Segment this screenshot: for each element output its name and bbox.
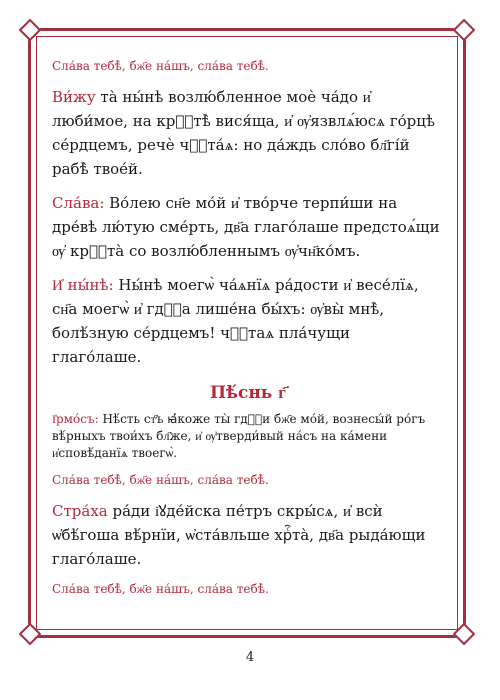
troparion-1-initial: Ви́жу bbox=[52, 88, 96, 106]
troparion-1 bbox=[52, 85, 444, 181]
irmos-text: Нѣ́сть ст҃ъ ꙗ҆́коже ты̀ гдⷭ҇и бж҃е мо́й, вознесы́й ро́гъ вѣ́рныхъ твои́хъ бл҃же, и҆ ѹ҆тверди́вый на́съ на ка́мени и҆сповѣ́данїѧ твоегѡ̀. bbox=[52, 412, 426, 460]
troparion-now-rubric: И҆ ны́нѣ: bbox=[52, 276, 114, 294]
glory-refrain-2: Сла́ва тебѣ̀, бж҃е на́шъ, сла́ва тебѣ̀. bbox=[52, 473, 269, 487]
troparion-ode-3 bbox=[52, 499, 444, 571]
ode-heading: Пѣ́снь г҃ bbox=[210, 383, 286, 403]
troparion-glory-rubric: Сла́ва: bbox=[52, 194, 105, 212]
troparion-glory bbox=[52, 191, 444, 263]
glory-refrain-1: Сла́ва тебѣ̀, бж҃е на́шъ, сла́ва тебѣ̀. bbox=[52, 59, 269, 73]
troparion-glory-text: Во́лею сн҃е мо́й и҆ тво́рче терпи́ши на дре́вѣ лю́тую сме́рть, дв҃а глаго́лаше предстоѧ́щи ѹ҆ крⷭ҇та̀ со возлю́бленнымъ ѹ҆чн҃ко́мъ. bbox=[52, 194, 440, 260]
irmos bbox=[52, 411, 444, 462]
irmos-rubric: І҆рмо́съ: bbox=[52, 412, 99, 426]
troparion-1-text: та̀ ны́нѣ возлю́бленное моѐ ча́до и҆ люби́мое, на крⷭ҇тѣ̀ вися́ща, и҆ ѹ҆язвлѧ́юсѧ го́рцѣ се́рдцемъ, речѐ чⷭ҇та́ѧ: но да́ждь сло́во бл҃гі́й рабѣ̀ твое́й. bbox=[52, 88, 435, 178]
troparion-now bbox=[52, 273, 444, 369]
page-content bbox=[52, 58, 444, 608]
troparion-now-text: Ны́нѣ моегѡ̀ ча́ѧнїѧ ра́дости и҆ весе́лїѧ, сн҃а моегѡ̀ и҆ гдⷭ҇а лише́на бы́хъ: ѹ҆вы̀ мнѣ̀, болѣ́зную се́рдцемъ! чⷭ҇таѧ пла́чущи глаго́лаше. bbox=[52, 276, 419, 366]
page-number: 4 bbox=[245, 650, 255, 665]
troparion-ode-3-text: ра́ди і҆ꙋде́йска пе́тръ скры́сѧ, и҆ всѝ ѡ҆бѣ́гоша вѣ́рнїи, ѡ҆ста́вльше хрⷭ҇та̀, дв҃а рыда́ющи глаго́лаше. bbox=[52, 502, 426, 568]
glory-refrain-3: Сла́ва тебѣ̀, бж҃е на́шъ, сла́ва тебѣ̀. bbox=[52, 582, 269, 596]
troparion-ode-3-initial: Стра́ха bbox=[52, 502, 108, 520]
